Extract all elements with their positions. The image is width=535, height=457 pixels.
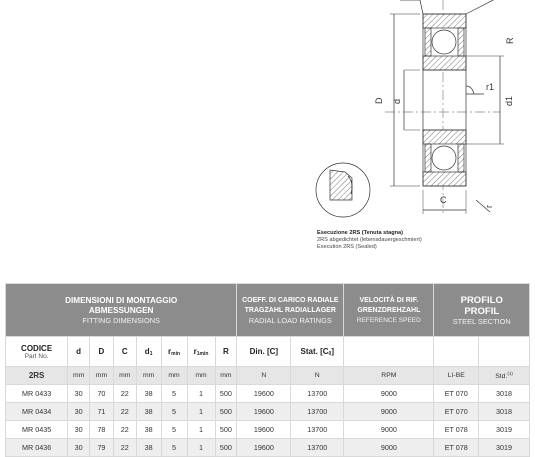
cell-stat: 13700 (291, 403, 344, 421)
cell-R: 500 (215, 421, 237, 439)
cell-std: 3018 (479, 385, 530, 403)
cell-C: 22 (113, 385, 136, 403)
unit-stat: N (291, 367, 344, 385)
group-fitting-en: FITTING DIMENSIONS (82, 315, 160, 325)
cell-std: 3019 (479, 439, 530, 457)
col-code-title: CODICE (21, 343, 53, 353)
unit-std: Std.$^{(1)}$ (479, 367, 530, 385)
group-fitting-it: DIMENSIONI DI MONTAGGIO (65, 295, 178, 305)
group-load-it: COEFF. DI CARICO RADIALE (242, 296, 339, 304)
cell-r1min: 1 (187, 403, 215, 421)
group-load-de: TRAGZAHL RADIALLAGER (244, 306, 336, 314)
unit-dyn: N (237, 367, 291, 385)
cell-d1: 38 (136, 403, 161, 421)
cell-speed: 9000 (344, 403, 434, 421)
cell-dyn: 19600 (237, 421, 291, 439)
cell-profile: ET 078 (434, 421, 479, 439)
cell-D: 78 (90, 421, 114, 439)
cell-R: 500 (215, 403, 237, 421)
cell-r1min: 1 (187, 421, 215, 439)
col-d: d (68, 337, 90, 367)
unit-R: mm (215, 367, 237, 385)
cell-R: 500 (215, 439, 237, 457)
group-profile-it: PROFILO (460, 294, 503, 306)
cell-speed: 9000 (344, 385, 434, 403)
cell-profile: ET 070 (434, 403, 479, 421)
cell-code: MR 0433 (6, 385, 68, 403)
col-std-empty (479, 337, 530, 367)
unit-code: 2RS (6, 367, 68, 385)
unit-d1: mm (136, 367, 161, 385)
cell-C: 22 (113, 403, 136, 421)
cell-dyn: 19600 (237, 385, 291, 403)
cell-rmin: 5 (161, 385, 187, 403)
col-D: D (90, 337, 114, 367)
cell-profile: ET 070 (434, 385, 479, 403)
col-dynamic: Din. [C] (237, 337, 291, 367)
dim-d-label: d (392, 98, 402, 104)
cell-d: 30 (68, 385, 90, 403)
cell-rmin: 5 (161, 403, 187, 421)
cell-rmin: 5 (161, 439, 187, 457)
caption-italian: Esecuzione 2RS (Tenuta stagna) (317, 230, 403, 236)
cell-D: 71 (90, 403, 114, 421)
col-speed-empty (344, 337, 434, 367)
specification-table (5, 283, 530, 457)
col-d1: $d_1$ (136, 337, 161, 367)
cell-r1min: 1 (187, 439, 215, 457)
table-row (6, 403, 530, 421)
cell-std: 3018 (479, 403, 530, 421)
col-static: Stat. $[C_0]$ (291, 337, 344, 367)
cell-code: MR 0436 (6, 439, 68, 457)
table-row (6, 421, 530, 439)
dim-r1-label: r1 (486, 82, 495, 92)
units-row (6, 367, 530, 385)
unit-D: mm (90, 367, 114, 385)
cell-d: 30 (68, 439, 90, 457)
group-profile-de: PROFIL (464, 305, 500, 317)
col-code (6, 337, 68, 367)
unit-profile: LI-BE (434, 367, 479, 385)
unit-C: mm (113, 367, 136, 385)
cell-speed: 9000 (344, 421, 434, 439)
cell-code: MR 0434 (6, 403, 68, 421)
dim-d1-label: d1 (504, 95, 514, 106)
cell-code: MR 0435 (6, 421, 68, 439)
col-code-sub: Part No. (24, 352, 49, 360)
group-speed-it: VELOCITÀ DI RIF. (359, 296, 419, 304)
dim-R-label: R (505, 37, 515, 44)
cell-speed: 9000 (344, 439, 434, 457)
group-fitting-dimensions (6, 284, 237, 337)
cell-stat: 13700 (291, 385, 344, 403)
caption-english: Execution 2RS (Sealed) (317, 243, 377, 250)
cell-d1: 38 (136, 439, 161, 457)
group-speed-en: REFERENCE SPEED (356, 316, 421, 324)
cell-C: 22 (113, 421, 136, 439)
cell-d: 30 (68, 421, 90, 439)
group-header-row (6, 284, 530, 337)
group-profile (434, 284, 530, 337)
group-load-en: RADIAL LOAD RATINGS (248, 315, 332, 325)
col-C: C (113, 337, 136, 367)
cell-d1: 38 (136, 385, 161, 403)
column-header-row (6, 337, 530, 367)
unit-speed: RPM (344, 367, 434, 385)
dim-C-label: C (440, 195, 447, 205)
cell-std: 3019 (479, 421, 530, 439)
cell-R: 500 (215, 385, 237, 403)
caption-german: 2RS abgedichtet (lebensdauergeschmiert) (317, 236, 422, 243)
cell-r1min: 1 (187, 385, 215, 403)
unit-r1min: mm (187, 367, 215, 385)
group-speed-de: GRENZDREHZAHL (357, 306, 421, 314)
group-fitting-de: ABMESSUNGEN (88, 305, 154, 315)
unit-d: mm (68, 367, 90, 385)
cell-d: 30 (68, 403, 90, 421)
col-profile-empty (434, 337, 479, 367)
cell-dyn: 19600 (237, 403, 291, 421)
cell-stat: 13700 (291, 439, 344, 457)
cell-stat: 13700 (291, 421, 344, 439)
cell-dyn: 19600 (237, 439, 291, 457)
dim-D-label: D (374, 97, 384, 104)
col-rmin: $r_{min}$ (161, 337, 187, 367)
col-r1min: $r_{1min}$ (187, 337, 215, 367)
group-profile-en: STEEL SECTION (452, 316, 511, 326)
cell-rmin: 5 (161, 421, 187, 439)
unit-rmin: mm (161, 367, 187, 385)
dim-r-label: r (484, 205, 494, 208)
drawing-caption (317, 230, 422, 250)
cell-C: 22 (113, 439, 136, 457)
cell-profile: ET 078 (434, 439, 479, 457)
group-reference-speed (344, 284, 434, 337)
group-load-ratings (237, 284, 344, 337)
col-R: R (215, 337, 237, 367)
cell-D: 70 (90, 385, 114, 403)
table-row (6, 385, 530, 403)
cell-d1: 38 (136, 421, 161, 439)
cell-D: 79 (90, 439, 114, 457)
